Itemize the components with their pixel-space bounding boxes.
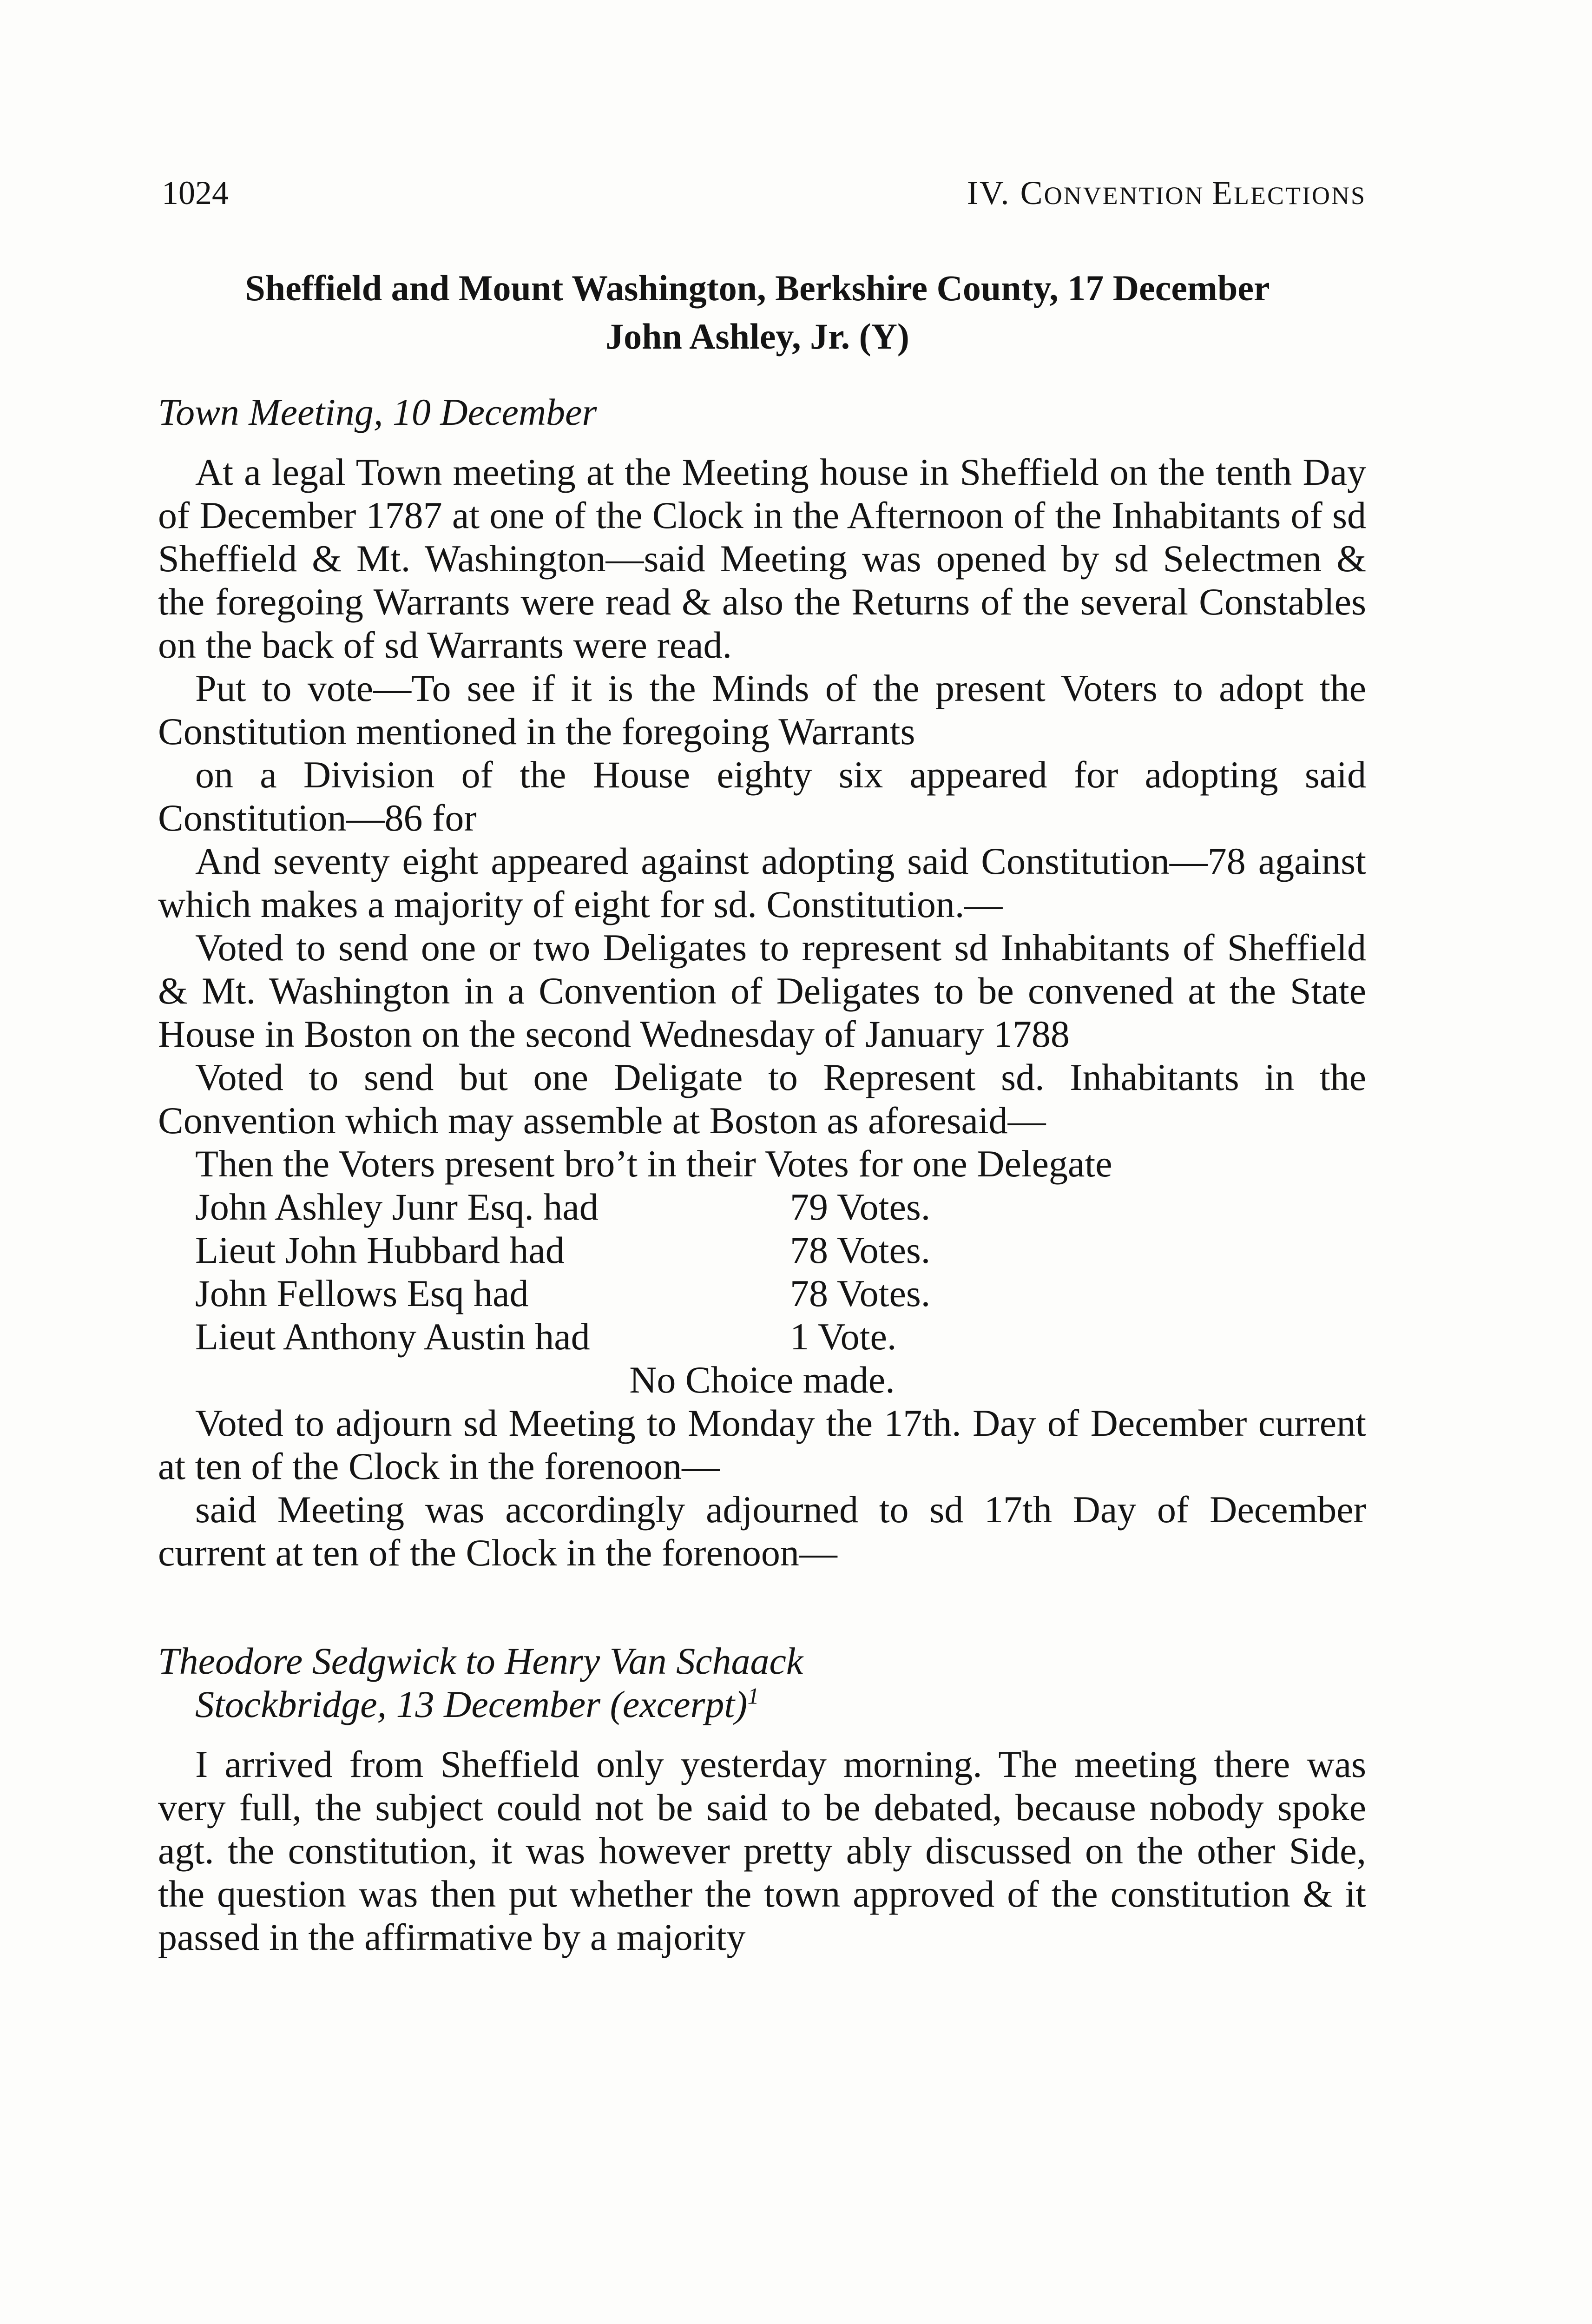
running-head-part: E [1212,174,1234,211]
no-choice-line: No Choice made. [629,1359,895,1401]
document-body [158,390,1366,1959]
candidate-name: John Ashley Junr Esq. had [195,1186,599,1228]
section-spacer [158,1574,1366,1639]
vote-count: 78 Votes. [790,1272,931,1314]
section-subheading [195,1683,1366,1726]
document-title [139,264,1375,361]
running-head-part: IV. [967,174,1020,211]
page-number: 1024 [162,174,229,211]
section-heading: Town Meeting, 10 December [158,391,597,433]
candidate-name: Lieut John Hubbard had [195,1229,565,1271]
title-line: John Ashley, Jr. (Y) [605,316,909,357]
vote-tally [195,1185,1366,1358]
vote-count: 78 Votes. [790,1229,931,1271]
paragraph: I arrived from Sheffield only yesterday morning. The meeting there was very full, the subject could not be said to be debated, because nobody spoke agt. the constitution, it was however pretty ably discussed on the other Side, the question was then put whether the town approved of the constitution & it passed in the affirmative by a majority [158,1743,1366,1958]
title-line: Sheffield and Mount Washington, Berkshire County, 17 December [245,268,1270,308]
candidate-name: John Fellows Esq had [195,1272,529,1314]
paragraph: Put to vote—To see if it is the Minds of the present Voters to adopt the Constitution mentioned in the foregoing Warrants [158,667,1366,753]
section-heading: Theodore Sedgwick to Henry Van Schaack [158,1640,803,1682]
running-head-part: C [1020,174,1044,211]
candidate-name: Lieut Anthony Austin had [195,1315,590,1358]
paragraph: And seventy eight appeared against adopting said Constitution—78 against which makes a majority of eight for sd. Constitution.— [158,840,1366,925]
running-head-part: LECTIONS [1234,182,1366,210]
vote-count: 79 Votes. [790,1186,931,1228]
paragraph: Voted to send but one Deligate to Represent sd. Inhabitants in the Convention which may assemble at Boston as aforesaid— [158,1056,1366,1142]
vote-row [195,1315,1366,1358]
vote-row [195,1185,1366,1228]
paragraph: Voted to adjourn sd Meeting to Monday the 17th. Day of December current at ten of the Clock in the forenoon— [158,1402,1366,1487]
paragraph: At a legal Town meeting at the Meeting house in Sheffield on the tenth Day of December 1787 at one of the Clock in the Afternoon of the Inhabitants of sd Sheffield & Mt. Washington—said Meeting was opened by sd Selectmen & the foregoing Warrants were read & also the Returns of the several Constables on the back of sd Warrants were read. [158,451,1366,666]
running-head [967,167,1366,221]
page-header [162,167,1366,218]
footnote-marker: 1 [747,1683,759,1709]
paragraph: on a Division of the House eighty six appeared for adopting said Constitution—86 for [158,753,1366,839]
vote-count: 1 Vote. [790,1315,897,1358]
vote-row [195,1272,1366,1315]
subheading-text: Stockbridge, 13 December (excerpt) [195,1683,748,1725]
paragraph: said Meeting was accordingly adjourned to sd 17th Day of December current at ten of the Clock in the forenoon— [158,1488,1366,1574]
running-head-part: ONVENTION [1044,182,1212,210]
vote-row [195,1228,1366,1272]
paragraph: Then the Voters present bro’t in their Votes for one Delegate [195,1142,1112,1185]
paragraph: Voted to send one or two Deligates to represent sd Inhabitants of Sheffield & Mt. Washington in a Convention of Deligates to be convened at the State House in Boston on the second Wednesday of January 1788 [158,926,1366,1055]
